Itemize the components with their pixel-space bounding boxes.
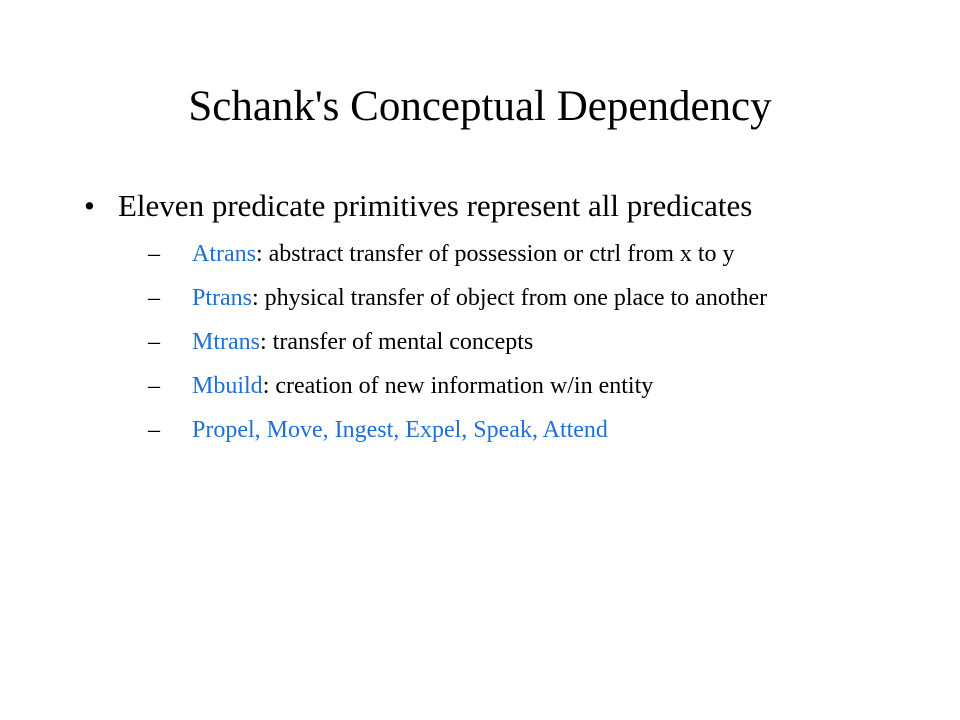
sub-item-other-primitives bbox=[148, 414, 868, 446]
slide-title: Schank's Conceptual Dependency bbox=[188, 83, 772, 130]
bullet-list bbox=[84, 186, 884, 458]
sub-item-mtrans bbox=[148, 326, 868, 358]
sub-item-text: : transfer of mental concepts bbox=[260, 329, 534, 355]
sub-item-term: Propel, Move, Ingest, Expel, Speak, Attend bbox=[192, 417, 608, 443]
sub-item-term: Ptrans bbox=[192, 285, 252, 311]
sub-item-term: Mtrans bbox=[192, 329, 260, 355]
sub-dash: – bbox=[148, 241, 160, 267]
sub-item-text: : physical transfer of object from one place to another bbox=[252, 285, 768, 311]
sub-item-term: Mbuild bbox=[192, 373, 263, 399]
bullet-text: Eleven predicate primitives represent all predicates bbox=[118, 188, 753, 223]
sub-item-ptrans bbox=[148, 282, 868, 314]
sub-item-text: : creation of new information w/in entity bbox=[262, 373, 654, 399]
bullet-item bbox=[84, 186, 884, 446]
bullet-marker: • bbox=[84, 188, 95, 223]
sub-item-term: Atrans bbox=[192, 241, 256, 267]
sub-dash: – bbox=[148, 285, 160, 311]
sub-item-mbuild bbox=[148, 370, 868, 402]
sub-dash: – bbox=[148, 329, 160, 355]
sub-list bbox=[148, 238, 868, 446]
sub-dash: – bbox=[148, 417, 160, 443]
sub-item-text: : abstract transfer of possession or ctrl from x to y bbox=[255, 241, 735, 267]
sub-item-atrans bbox=[148, 238, 868, 270]
sub-dash: – bbox=[148, 373, 160, 399]
